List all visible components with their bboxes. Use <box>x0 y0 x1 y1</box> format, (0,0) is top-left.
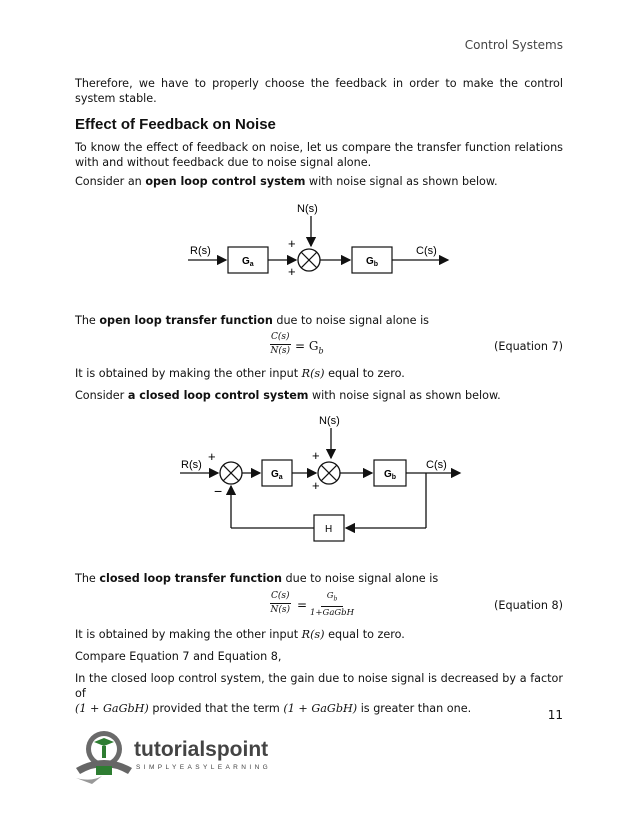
closed-loop-diagram <box>0 408 638 558</box>
page-number: 11 <box>547 708 563 722</box>
eq7-numerator: C(s) <box>270 332 291 345</box>
block-gb-label: $G_b$ <box>384 469 397 481</box>
text-post: due to noise signal alone is <box>281 572 439 585</box>
plus-left: + <box>208 449 216 464</box>
eq8-lhs-fraction <box>270 591 291 616</box>
logo-brand-text: tutorialspoint <box>134 738 269 761</box>
logo-emblem-icon <box>76 731 132 784</box>
input-label: R(s) <box>190 245 211 257</box>
plus-bottom: + <box>288 264 296 279</box>
paragraph-conclusion <box>75 671 563 716</box>
paragraph-r-zero-1: It is obtained by making the other input R(s) equal to zero. <box>75 367 405 380</box>
paragraph-open-loop <box>75 174 563 189</box>
math-rs: R(s) <box>301 628 325 641</box>
eq7-denominator: N(s) <box>270 346 291 356</box>
eq8-denominator: N(s) <box>270 605 291 615</box>
equation-7 <box>75 332 563 362</box>
text-pre: The <box>75 572 100 585</box>
eq8-equals: = <box>297 598 308 612</box>
output-label: C(s) <box>426 459 447 471</box>
text-bold: closed loop transfer function <box>99 572 282 585</box>
text-bold: open loop transfer function <box>99 314 273 327</box>
eq8-label: (Equation 8) <box>494 599 563 612</box>
text-post: with noise signal as shown below. <box>305 175 498 188</box>
input-label: R(s) <box>181 459 202 471</box>
eq7-rhs: = $G_b$ <box>295 339 324 356</box>
output-label: C(s) <box>416 245 437 257</box>
text-pre: Consider an <box>75 175 146 188</box>
text-pre: Consider <box>75 389 128 402</box>
paragraph-closed-loop <box>75 388 563 403</box>
block-gb-label: $G_b$ <box>366 256 379 268</box>
text-post: due to noise signal alone is <box>272 314 430 327</box>
plus-top: + <box>312 448 320 463</box>
conclusion-line-1: In the closed loop control system, the gain due to noise signal is decreased by a factor of <box>75 672 563 700</box>
plus-bottom: + <box>312 478 320 493</box>
paragraph-compare: Compare Equation 7 and Equation 8, <box>75 650 282 663</box>
block-h-label: H <box>325 524 333 535</box>
paragraph-closed-loop-tf <box>75 571 563 586</box>
eq7-fraction <box>270 332 291 357</box>
eq8-rhs-fraction <box>310 591 354 619</box>
text-bold: open loop control system <box>145 175 306 188</box>
page-header: Control Systems <box>464 38 563 52</box>
noise-label: N(s) <box>319 415 340 427</box>
conclusion-line-2: (1 + GaGbH) provided that the term (1 + GaGbH) is greater than one. <box>75 702 472 715</box>
summing-junction-left <box>220 462 242 484</box>
intro-paragraph: Therefore, we have to properly choose the feedback in order to make the control system stable. <box>75 77 563 105</box>
summing-junction <box>298 249 320 271</box>
eq8-rhs-denominator: 1+GaGbH <box>310 607 355 618</box>
minus-left: − <box>214 483 223 499</box>
open-loop-diagram <box>0 196 638 296</box>
text-bold: a closed loop control system <box>127 389 309 402</box>
text-pre: The <box>75 314 100 327</box>
summing-junction-right <box>318 462 340 484</box>
plus-top: + <box>288 236 296 251</box>
section-heading: Effect of Feedback on Noise <box>75 116 276 133</box>
paragraph-r-zero-2: It is obtained by making the other input R(s) equal to zero. <box>75 628 405 641</box>
eq8-numerator: C(s) <box>270 591 291 604</box>
tutorialspoint-logo <box>72 722 312 796</box>
paragraph-intro-noise: To know the effect of feedback on noise, let us compare the transfer function relations with and without feedback due to noise signal alone. <box>75 141 563 169</box>
eq7-label: (Equation 7) <box>494 340 563 353</box>
text-post: with noise signal as shown below. <box>308 389 501 402</box>
eq8-rhs-numerator: $G_b$ <box>321 591 344 607</box>
math-rs: R(s) <box>301 367 325 380</box>
paragraph-open-loop-tf <box>75 313 563 328</box>
noise-label: N(s) <box>297 203 318 215</box>
logo-tagline: SIMPLYEASYLEARNING <box>136 764 272 771</box>
block-ga-label: $G_a$ <box>271 469 283 481</box>
equation-8 <box>75 591 563 621</box>
block-ga-label: $G_a$ <box>242 256 254 268</box>
